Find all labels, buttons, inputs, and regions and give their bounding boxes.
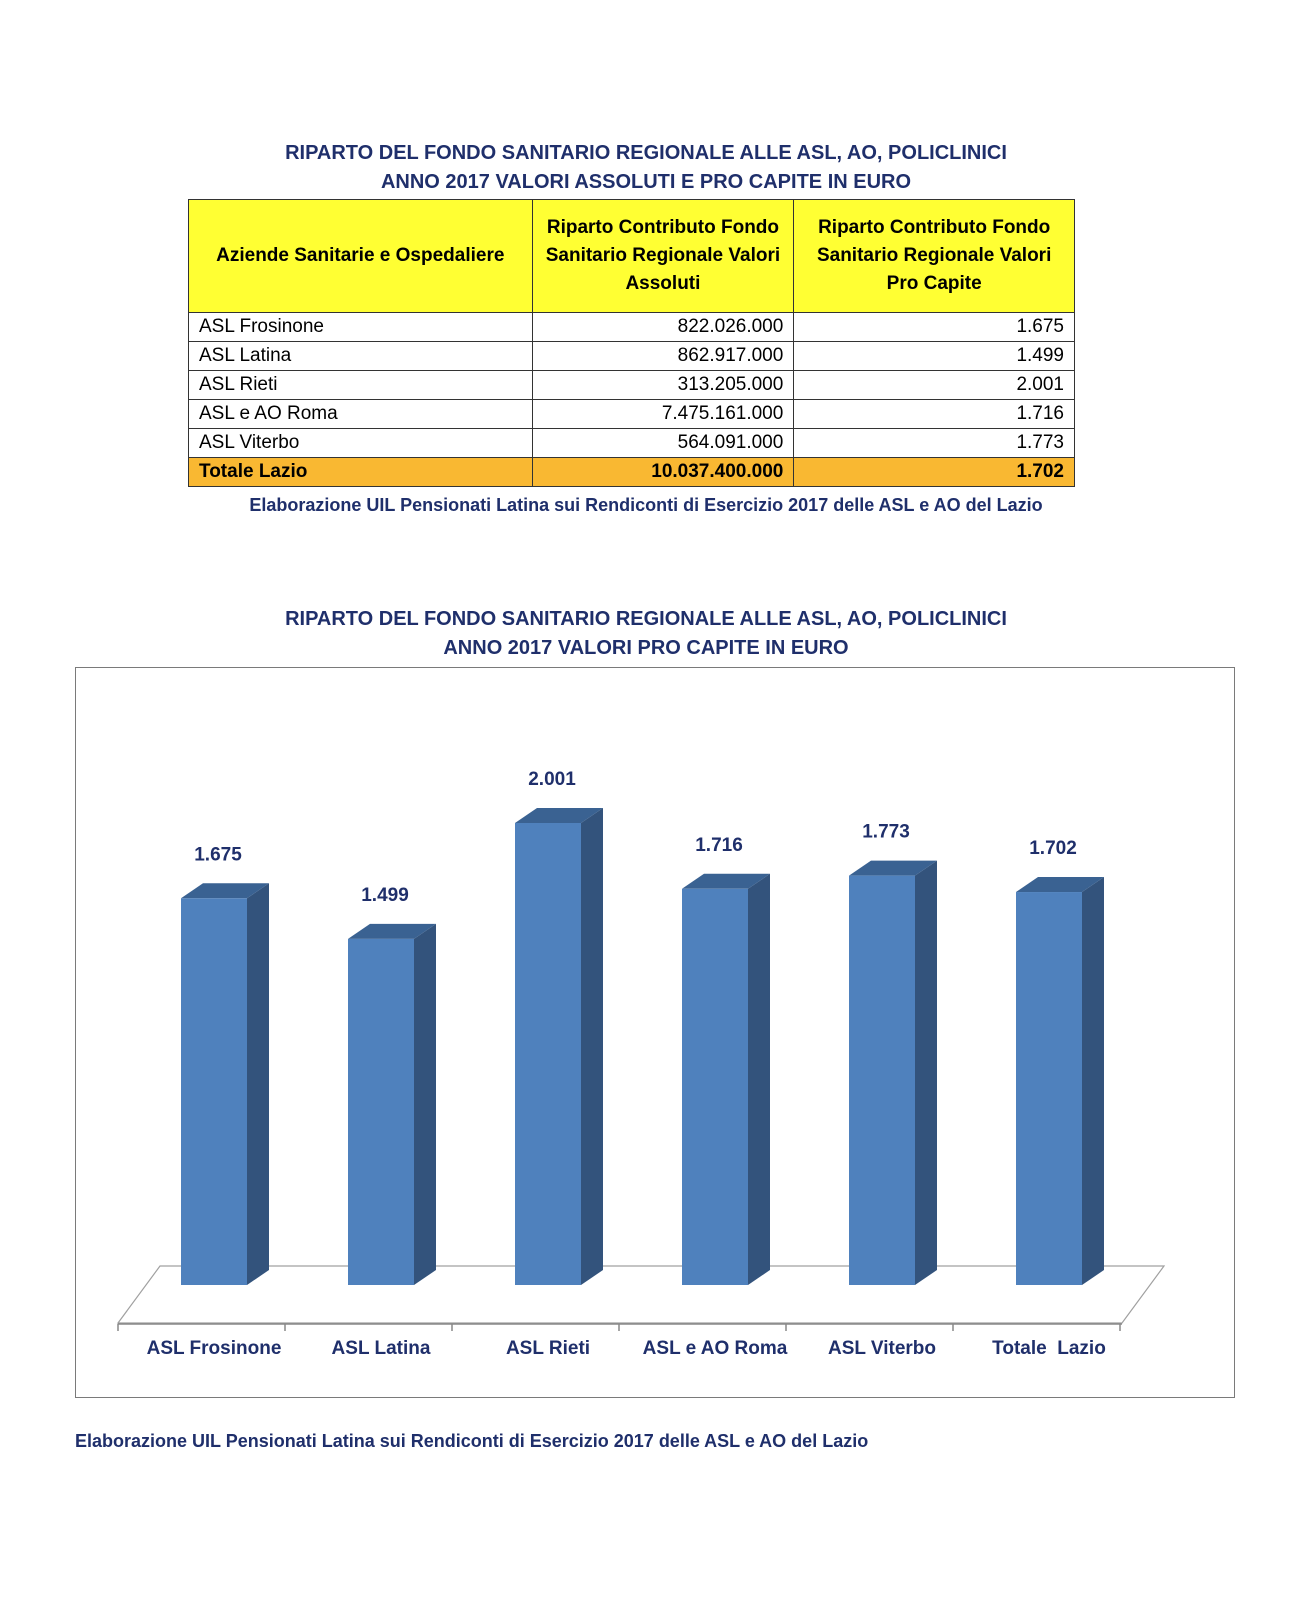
row-valore-assoluto: 822.026.000: [532, 313, 794, 342]
bar: [515, 808, 603, 1285]
header-valori-assoluti: Riparto Contributo Fondo Sanitario Regionale Valori Assoluti: [532, 200, 794, 313]
chart-floor: [118, 1266, 1164, 1323]
bar: [1016, 877, 1104, 1285]
bar-value-label: 1.675: [194, 844, 242, 866]
row-pro-capite: 1.675: [794, 313, 1075, 342]
bar: [181, 883, 269, 1285]
chart-title-line2: ANNO 2017 VALORI PRO CAPITE IN EURO: [443, 637, 849, 659]
header-valori-pro-capite: Riparto Contributo Fondo Sanitario Regionale Valori Pro Capite: [794, 200, 1075, 313]
chart-title: [0, 605, 1292, 663]
total-pro-capite: 1.702: [794, 458, 1075, 487]
table-source-note: Elaborazione UIL Pensionati Latina sui Rendiconti di Esercizio 2017 delle ASL e AO del Lazio: [249, 495, 1043, 515]
bar-value-label: 1.702: [1029, 838, 1077, 860]
table-row: [189, 342, 1075, 371]
bar-side: [748, 874, 770, 1285]
bar-value-label: 1.499: [361, 884, 409, 906]
row-pro-capite: 1.499: [794, 342, 1075, 371]
bar-value-label: 2.001: [528, 769, 576, 790]
bar-side: [581, 808, 603, 1285]
row-valore-assoluto: 564.091.000: [532, 429, 794, 458]
row-pro-capite: 1.773: [794, 429, 1075, 458]
funding-table: [188, 199, 1075, 487]
bar-side: [915, 861, 937, 1285]
bar-front: [348, 939, 414, 1285]
bar-front: [849, 876, 915, 1285]
chart-title-line1: RIPARTO DEL FONDO SANITARIO REGIONALE ALLE ASL, AO, POLICLINICI: [285, 608, 1007, 630]
bar-value-label: 1.773: [862, 821, 910, 843]
bar-side: [247, 883, 269, 1285]
category-label: ASL Frosinone: [146, 1338, 282, 1359]
bar-value-label: 1.716: [695, 834, 743, 856]
category-label: Totale Lazio: [992, 1338, 1106, 1359]
bar-side: [1082, 877, 1104, 1285]
bar-front: [515, 823, 581, 1285]
bar: [682, 874, 770, 1285]
chart-frame: [75, 667, 1235, 1398]
bar-chart: [76, 668, 1234, 1397]
row-name: ASL Latina: [189, 342, 533, 371]
category-label: ASL Latina: [331, 1338, 431, 1359]
row-name: ASL Viterbo: [189, 429, 533, 458]
row-name: ASL Frosinone: [189, 313, 533, 342]
category-label: ASL Rieti: [505, 1338, 591, 1359]
row-valore-assoluto: 7.475.161.000: [532, 400, 794, 429]
table-row: [189, 371, 1075, 400]
row-pro-capite: 1.716: [794, 400, 1075, 429]
row-pro-capite: 2.001: [794, 371, 1075, 400]
category-label: ASL Viterbo: [827, 1338, 937, 1359]
table-title-line1: RIPARTO DEL FONDO SANITARIO REGIONALE ALLE ASL, AO, POLICLINICI: [285, 142, 1007, 164]
category-label: ASL e AO Roma: [642, 1338, 788, 1359]
chart-source-note: Elaborazione UIL Pensionati Latina sui Rendiconti di Esercizio 2017 delle ASL e AO del Lazio: [75, 1431, 869, 1451]
table-row: [189, 429, 1075, 458]
table-row: [189, 313, 1075, 342]
row-valore-assoluto: 862.917.000: [532, 342, 794, 371]
row-name: ASL e AO Roma: [189, 400, 533, 429]
bar-side: [414, 924, 436, 1285]
table-title: [0, 139, 1292, 197]
table-total-row: [189, 458, 1075, 487]
total-name: Totale Lazio: [189, 458, 533, 487]
table-header-row: [189, 200, 1075, 313]
row-valore-assoluto: 313.205.000: [532, 371, 794, 400]
bar: [849, 861, 937, 1285]
table-row: [189, 400, 1075, 429]
header-aziende: Aziende Sanitarie e Ospedaliere: [189, 200, 533, 313]
bar-front: [181, 898, 247, 1285]
table-title-line2: ANNO 2017 VALORI ASSOLUTI E PRO CAPITE IN EURO: [380, 171, 912, 193]
bar-front: [682, 889, 748, 1285]
bar-front: [1016, 892, 1082, 1285]
row-name: ASL Rieti: [189, 371, 533, 400]
bar: [348, 924, 436, 1285]
total-valore-assoluto: 10.037.400.000: [532, 458, 794, 487]
